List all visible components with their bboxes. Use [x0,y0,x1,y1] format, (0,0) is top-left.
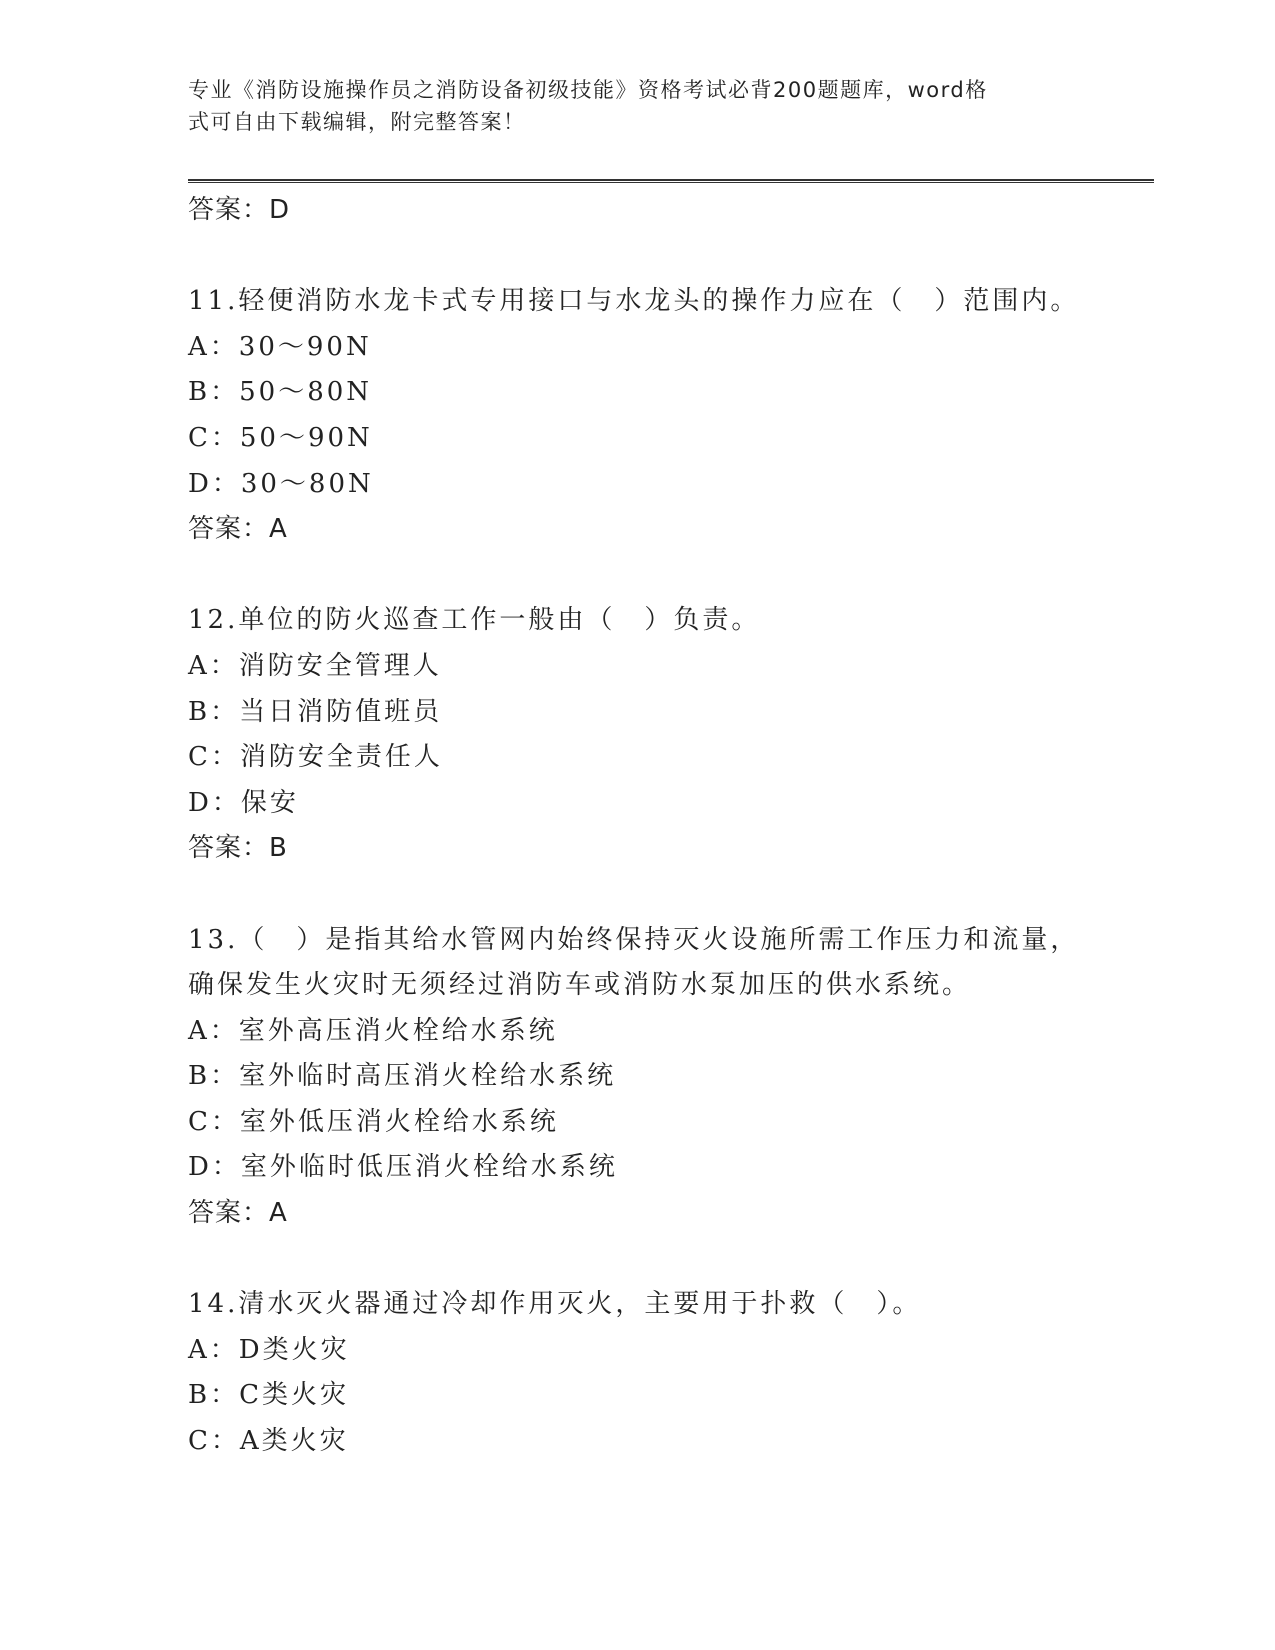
option-a: A：室外高压消火栓给水系统 [188,1015,558,1046]
option-c: C：A类火灾 [188,1426,349,1457]
option-b: B：当日消防值班员 [188,696,443,727]
option-c: C：50～90N [188,422,373,453]
question-12 [188,598,1148,872]
option-b: B：室外临时高压消火栓给水系统 [188,1061,617,1092]
option-d: D：保安 [188,787,299,818]
question-stem: 11.轻便消防水龙卡式专用接口与水龙头的操作力应在（ ）范围内。 [188,286,1080,317]
header-line-1: 专业《消防设施操作员之消防设备初级技能》资格考试必背200题题库，word格 [188,78,988,102]
answer: 答案：B [188,833,288,864]
option-c: C：消防安全责任人 [188,742,443,773]
option-a: A：D类火灾 [188,1334,350,1365]
option-c: C：室外低压消火栓给水系统 [188,1106,559,1137]
answer: 答案：A [188,514,288,545]
previous-answer: 答案：D [188,195,291,225]
spacer [188,553,1148,599]
option-a: A：消防安全管理人 [188,650,442,681]
question-stem: 12.单位的防火巡查工作一般由（ ）负责。 [188,605,761,636]
question-stem: 14.清水灭火器通过冷却作用灭火，主要用于扑救（ ）。 [188,1289,922,1320]
question-stem-continued: 确保发生火灾时无须经过消防车或消防水泵加压的供水系统。 [188,970,972,1001]
question-stem: 13.（ ）是指其给水管网内始终保持灭火设施所需工作压力和流量， [188,924,1080,955]
header-divider [188,179,1154,183]
header-line-2: 式可自由下载编辑，附完整答案！ [188,110,526,134]
answer: 答案：A [188,1198,288,1229]
spacer [188,234,1148,280]
option-d: D：30～80N [188,468,374,499]
option-b: B：C类火灾 [188,1380,350,1411]
document-header [188,74,1068,138]
question-list [188,188,1148,1465]
option-d: D：室外临时低压消火栓给水系统 [188,1152,618,1183]
question-14 [188,1282,1148,1464]
spacer [188,1237,1148,1283]
option-a: A：30～90N [188,331,372,362]
option-b: B：50～80N [188,377,373,408]
question-13 [188,918,1148,1237]
spacer [188,872,1148,918]
question-11 [188,279,1148,553]
